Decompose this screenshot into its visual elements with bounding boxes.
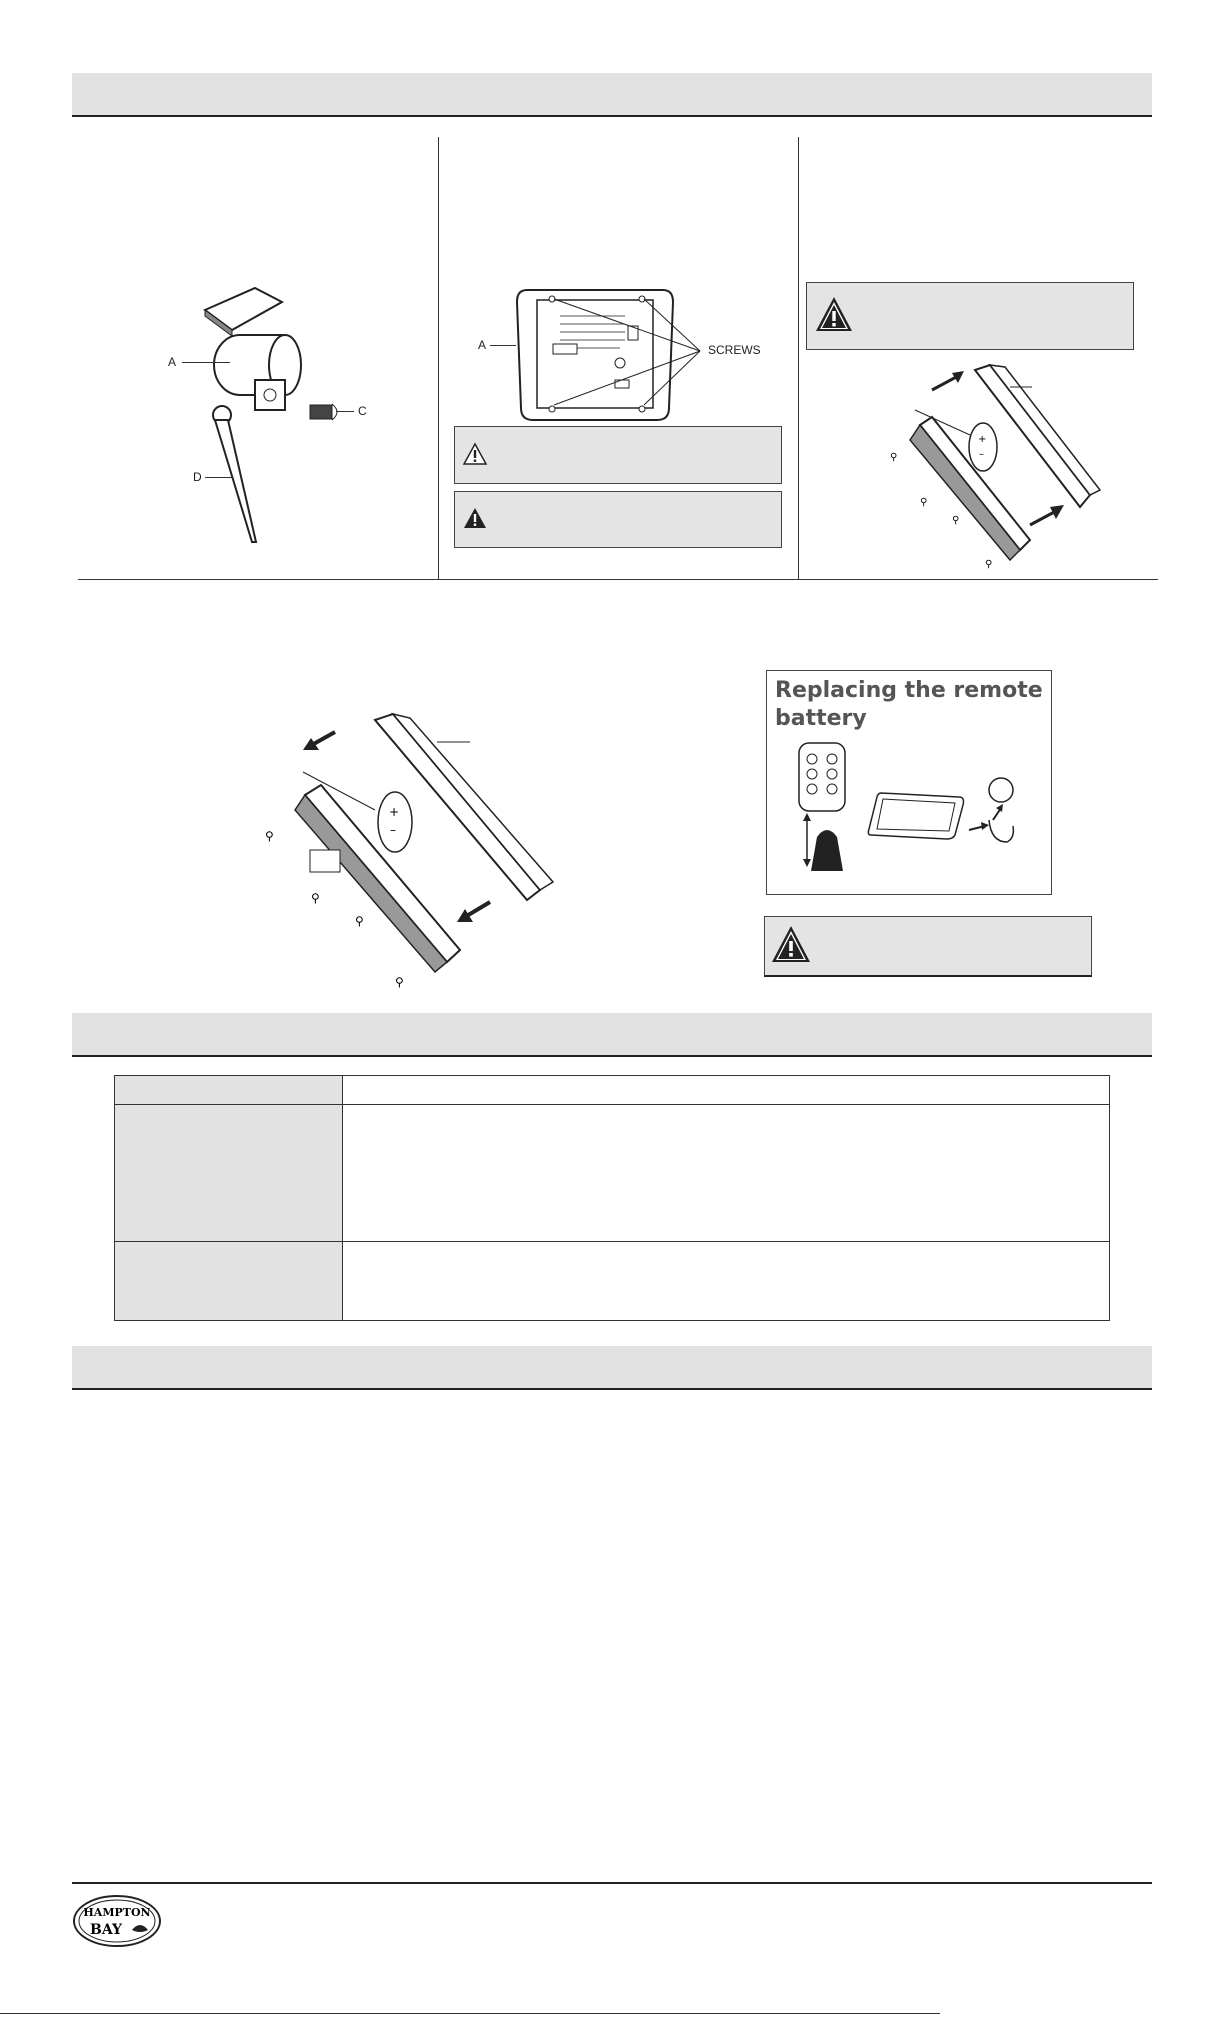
remote-control-illustration [797,741,847,881]
table-row [115,1076,1110,1105]
svg-text:–: – [979,449,984,460]
column-divider [798,137,799,579]
remote-battery-panel [766,670,1052,895]
table-cell [343,1242,1110,1321]
callout-line [490,345,516,346]
table-row [115,1242,1110,1321]
callout-line [205,477,233,478]
warning-box [454,491,782,548]
column-divider [438,137,439,579]
table-header-cell [115,1242,343,1321]
svg-text:⚲: ⚲ [311,891,320,905]
svg-text:⚲: ⚲ [920,497,928,508]
svg-text:⚲: ⚲ [890,452,898,463]
callout-a: A [168,355,177,369]
warning-icon [815,296,853,332]
svg-text:HAMPTON: HAMPTON [83,1906,151,1919]
svg-text:⚲: ⚲ [395,975,404,989]
warning-icon [463,507,487,529]
callout-line [182,362,230,363]
table-cell [343,1076,1110,1105]
bottom-rule [0,2013,940,2014]
remote-panel-title: Replacing the remote battery [775,678,1043,731]
footer-rule [72,1882,1152,1884]
warning-box [764,916,1092,977]
row-divider [78,579,1158,580]
specification-table [114,1075,1110,1321]
table-row [115,1105,1110,1242]
table-cell [343,1105,1110,1242]
solar-panel-replacement-diagram [255,710,555,990]
callout-line [336,411,354,412]
svg-text:BAY: BAY [90,1922,122,1938]
svg-text:⚲: ⚲ [985,559,993,570]
section-header-band-3 [72,1346,1152,1390]
warning-box [806,282,1134,350]
svg-text:⚲: ⚲ [355,914,364,928]
table-header-cell [115,1105,343,1242]
solar-panel-exploded-diagram [880,365,1100,575]
callout-c: C [358,404,367,418]
section-header-band-2 [72,1013,1152,1057]
battery-tray-illustration [867,791,967,841]
svg-text:+: + [389,805,400,819]
callout-a: A [478,338,487,352]
screws-label: SCREWS [708,343,761,357]
table-header-cell [115,1076,343,1105]
section-header-band-1 [72,73,1152,117]
svg-text:⚲: ⚲ [265,829,274,843]
callout-d: D [193,470,202,484]
brand-logo [72,1894,162,1948]
spotlight-stake-diagram [160,280,400,560]
svg-text:⚲: ⚲ [952,515,960,526]
svg-text:+: + [978,434,987,445]
svg-text:–: – [390,823,396,837]
warning-icon [771,925,811,963]
warning-icon [463,443,487,465]
warning-box [454,426,782,484]
screw-leader-lines [540,295,710,415]
coin-battery-illustration [963,776,1035,861]
